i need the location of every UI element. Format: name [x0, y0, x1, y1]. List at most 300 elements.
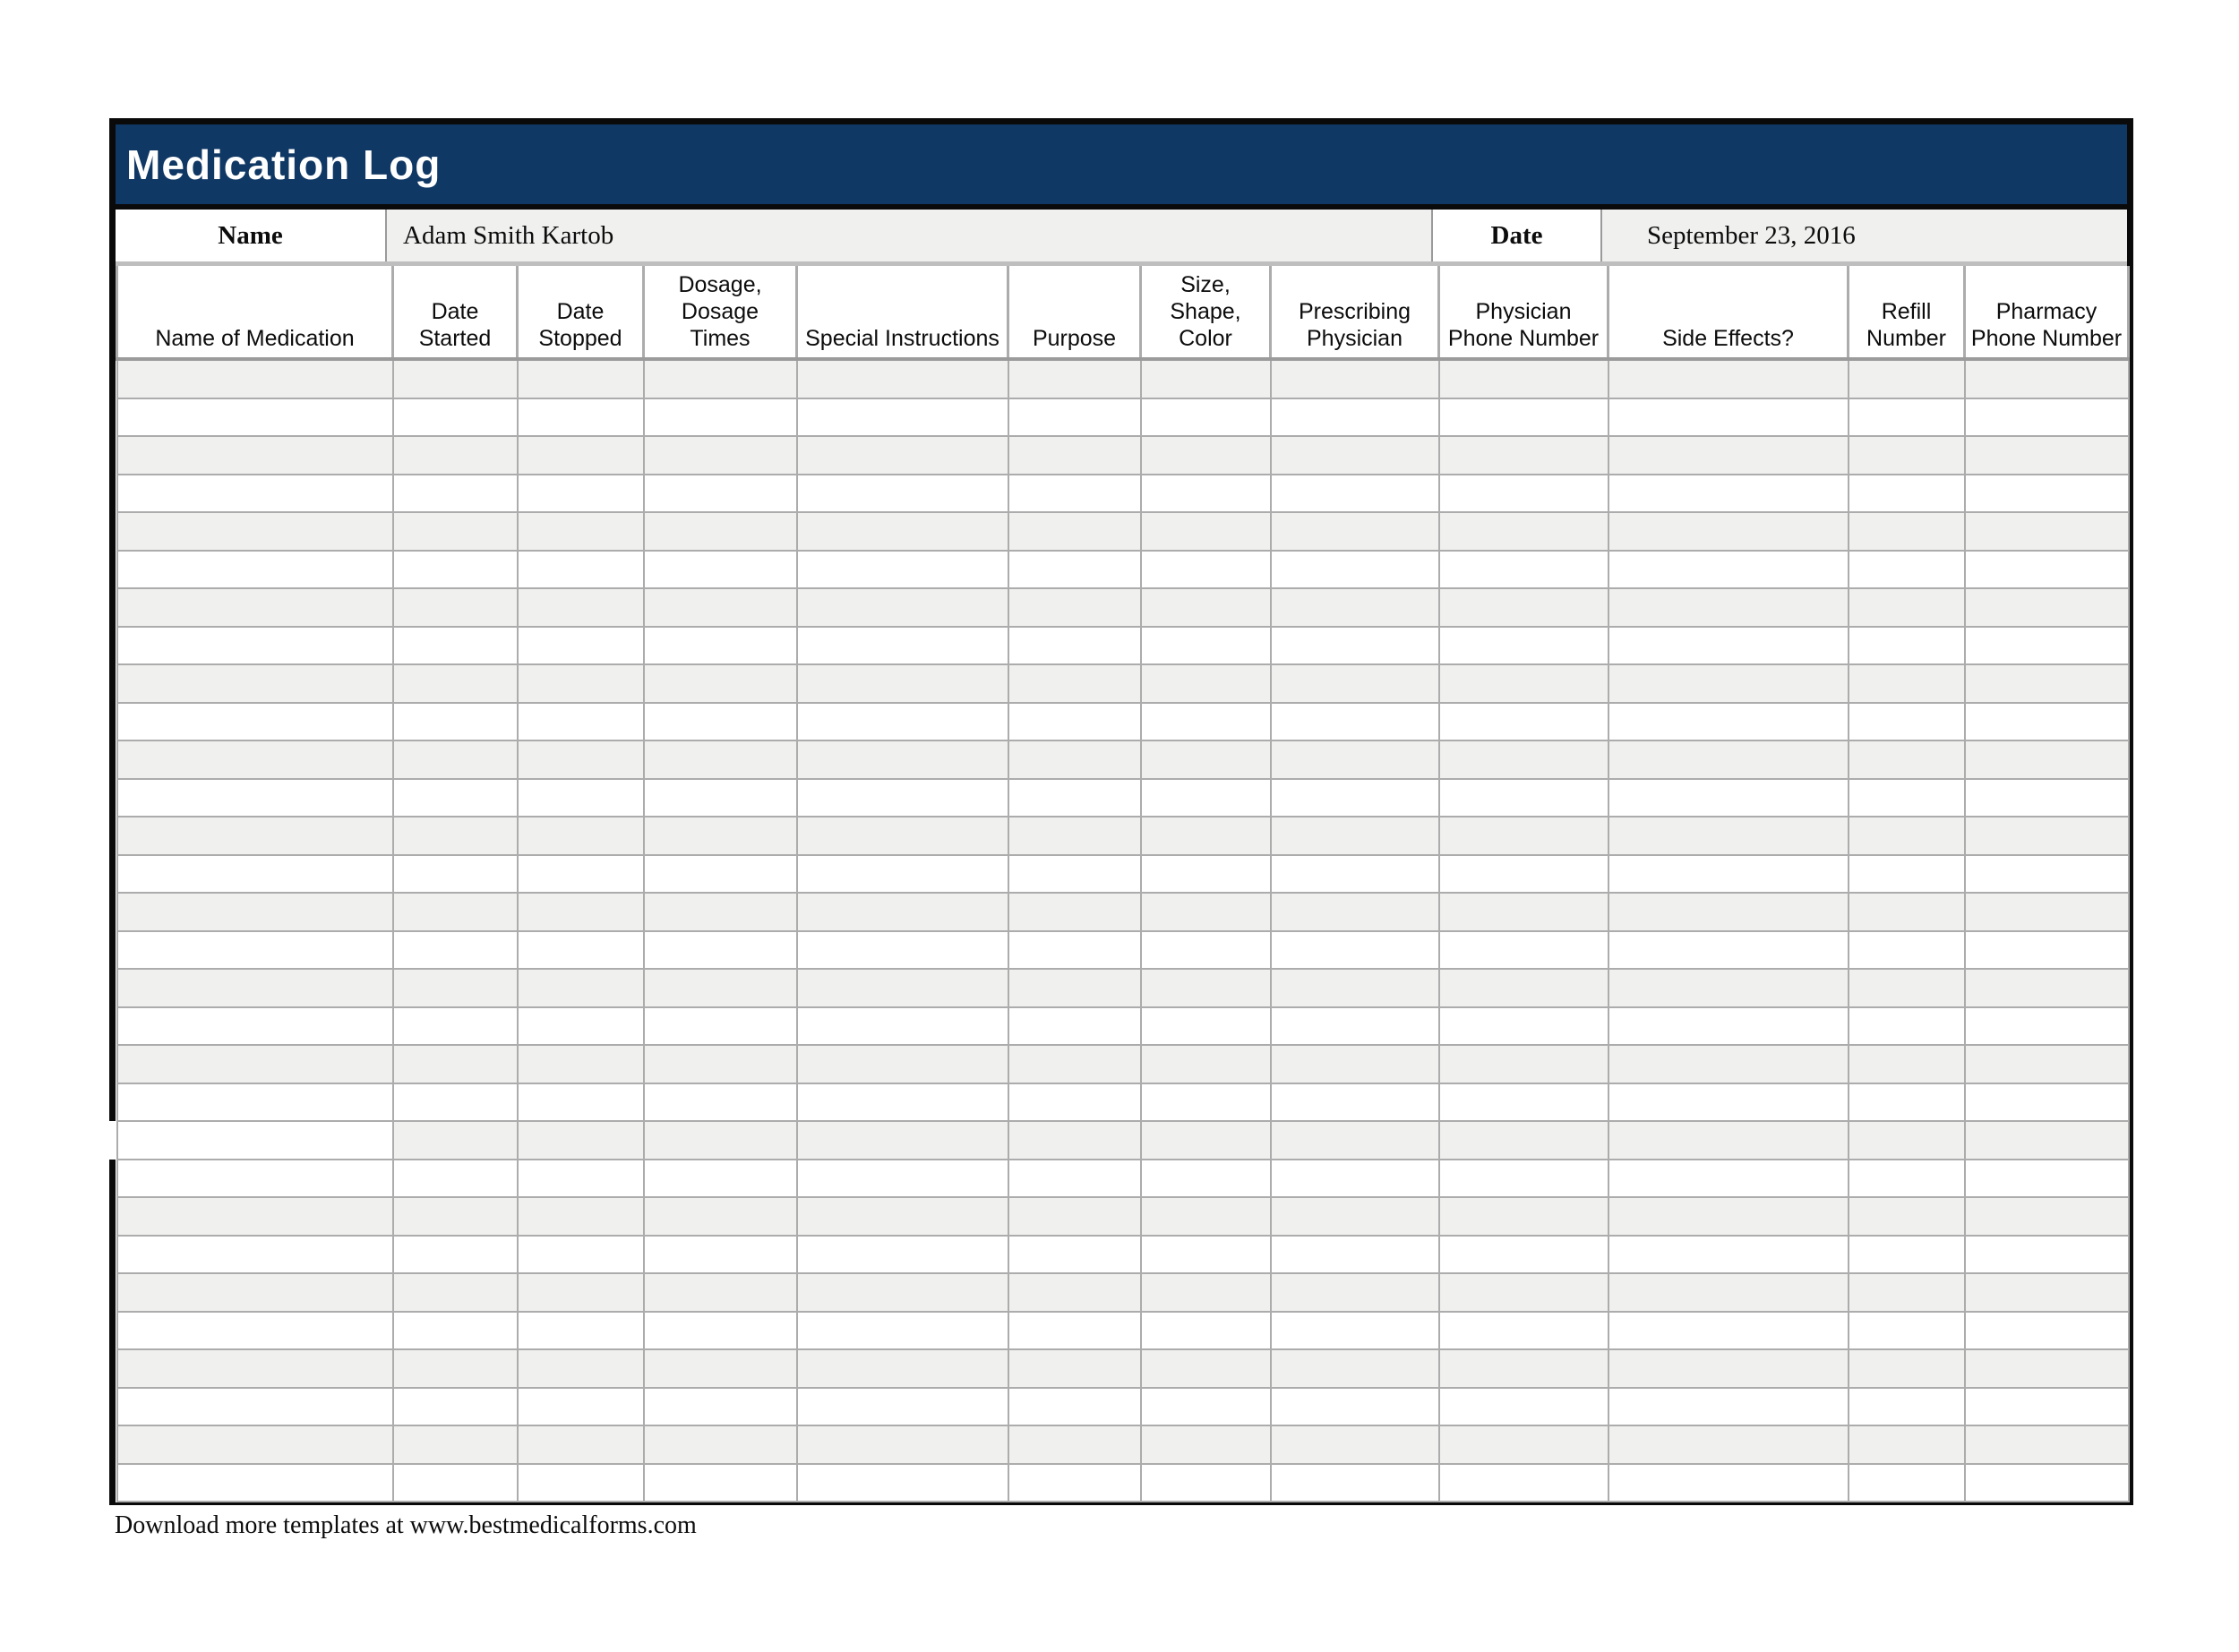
table-cell[interactable]	[393, 817, 518, 855]
table-cell[interactable]	[644, 931, 797, 970]
table-cell[interactable]	[644, 627, 797, 665]
table-cell[interactable]	[1439, 1121, 1608, 1160]
table-cell[interactable]	[518, 703, 644, 741]
table-cell[interactable]	[393, 779, 518, 817]
table-cell[interactable]	[518, 1464, 644, 1502]
table-cell[interactable]	[1008, 740, 1141, 779]
table-cell[interactable]	[1439, 1273, 1608, 1312]
table-cell[interactable]	[1141, 740, 1271, 779]
table-cell[interactable]	[1849, 1121, 1965, 1160]
table-cell[interactable]	[1008, 817, 1141, 855]
table-cell[interactable]	[117, 703, 393, 741]
table-cell[interactable]	[1271, 1388, 1439, 1426]
table-cell[interactable]	[1439, 512, 1608, 551]
table-cell[interactable]	[117, 1312, 393, 1350]
table-cell[interactable]	[797, 1236, 1008, 1274]
table-cell[interactable]	[1271, 855, 1439, 894]
table-cell[interactable]	[393, 512, 518, 551]
table-cell[interactable]	[1608, 969, 1849, 1007]
table-cell[interactable]	[644, 1007, 797, 1046]
table-cell[interactable]	[518, 398, 644, 437]
table-cell[interactable]	[1849, 1349, 1965, 1388]
table-cell[interactable]	[393, 1425, 518, 1464]
table-cell[interactable]	[518, 1197, 644, 1236]
table-cell[interactable]	[1849, 1312, 1965, 1350]
table-cell[interactable]	[1141, 817, 1271, 855]
table-cell[interactable]	[117, 512, 393, 551]
table-cell[interactable]	[797, 817, 1008, 855]
table-cell[interactable]	[1608, 1312, 1849, 1350]
table-cell[interactable]	[1008, 1425, 1141, 1464]
table-cell[interactable]	[644, 1121, 797, 1160]
table-cell[interactable]	[1965, 512, 2129, 551]
table-cell[interactable]	[644, 1045, 797, 1083]
table-cell[interactable]	[1439, 1464, 1608, 1502]
table-cell[interactable]	[1141, 779, 1271, 817]
table-cell[interactable]	[117, 817, 393, 855]
table-cell[interactable]	[797, 969, 1008, 1007]
table-cell[interactable]	[117, 1007, 393, 1046]
table-cell[interactable]	[1008, 359, 1141, 398]
table-cell[interactable]	[1608, 1464, 1849, 1502]
table-cell[interactable]	[797, 512, 1008, 551]
name-value-field[interactable]: Adam Smith Kartob	[387, 210, 1433, 261]
table-cell[interactable]	[1849, 1273, 1965, 1312]
table-cell[interactable]	[797, 551, 1008, 589]
table-cell[interactable]	[1008, 1464, 1141, 1502]
table-cell[interactable]	[797, 779, 1008, 817]
table-cell[interactable]	[1608, 1160, 1849, 1198]
table-cell[interactable]	[1141, 1083, 1271, 1122]
table-cell[interactable]	[1008, 779, 1141, 817]
table-cell[interactable]	[1849, 436, 1965, 475]
table-cell[interactable]	[1141, 551, 1271, 589]
table-cell[interactable]	[393, 588, 518, 627]
table-cell[interactable]	[797, 1045, 1008, 1083]
table-cell[interactable]	[1008, 1312, 1141, 1350]
table-cell[interactable]	[797, 1425, 1008, 1464]
table-cell[interactable]	[1608, 1197, 1849, 1236]
table-cell[interactable]	[644, 1273, 797, 1312]
table-cell[interactable]	[1439, 398, 1608, 437]
table-cell[interactable]	[1608, 359, 1849, 398]
table-cell[interactable]	[518, 1007, 644, 1046]
table-cell[interactable]	[1271, 512, 1439, 551]
table-cell[interactable]	[1439, 1388, 1608, 1426]
table-cell[interactable]	[1849, 703, 1965, 741]
table-cell[interactable]	[1849, 1007, 1965, 1046]
table-cell[interactable]	[797, 1388, 1008, 1426]
table-cell[interactable]	[1965, 436, 2129, 475]
table-cell[interactable]	[1608, 551, 1849, 589]
table-cell[interactable]	[1608, 475, 1849, 513]
table-cell[interactable]	[1849, 627, 1965, 665]
table-cell[interactable]	[1008, 1083, 1141, 1122]
table-cell[interactable]	[1608, 1007, 1849, 1046]
table-cell[interactable]	[1608, 740, 1849, 779]
table-cell[interactable]	[644, 1349, 797, 1388]
table-cell[interactable]	[1439, 664, 1608, 703]
table-cell[interactable]	[1439, 551, 1608, 589]
table-cell[interactable]	[1965, 1388, 2129, 1426]
table-cell[interactable]	[644, 551, 797, 589]
table-cell[interactable]	[1849, 855, 1965, 894]
table-cell[interactable]	[1965, 1312, 2129, 1350]
table-cell[interactable]	[1849, 893, 1965, 931]
table-cell[interactable]	[797, 1197, 1008, 1236]
table-cell[interactable]	[1965, 1121, 2129, 1160]
table-cell[interactable]	[1008, 893, 1141, 931]
table-cell[interactable]	[644, 359, 797, 398]
table-cell[interactable]	[518, 1425, 644, 1464]
table-cell[interactable]	[518, 855, 644, 894]
table-cell[interactable]	[117, 1045, 393, 1083]
table-cell[interactable]	[1965, 1349, 2129, 1388]
table-cell[interactable]	[518, 627, 644, 665]
table-cell[interactable]	[644, 475, 797, 513]
table-cell[interactable]	[518, 1388, 644, 1426]
table-cell[interactable]	[1141, 1007, 1271, 1046]
table-cell[interactable]	[1965, 931, 2129, 970]
table-cell[interactable]	[797, 1464, 1008, 1502]
table-cell[interactable]	[1965, 703, 2129, 741]
table-cell[interactable]	[1849, 740, 1965, 779]
table-cell[interactable]	[1849, 1083, 1965, 1122]
table-cell[interactable]	[1965, 1083, 2129, 1122]
table-cell[interactable]	[393, 1083, 518, 1122]
date-value-field[interactable]: September 23, 2016	[1602, 210, 2127, 261]
table-cell[interactable]	[644, 1197, 797, 1236]
table-cell[interactable]	[117, 969, 393, 1007]
table-cell[interactable]	[644, 664, 797, 703]
table-cell[interactable]	[1439, 1045, 1608, 1083]
table-cell[interactable]	[518, 436, 644, 475]
table-cell[interactable]	[1608, 588, 1849, 627]
table-cell[interactable]	[1608, 1349, 1849, 1388]
table-cell[interactable]	[1849, 551, 1965, 589]
table-cell[interactable]	[1608, 627, 1849, 665]
table-cell[interactable]	[1608, 893, 1849, 931]
table-cell[interactable]	[1141, 1236, 1271, 1274]
table-cell[interactable]	[1141, 1045, 1271, 1083]
table-cell[interactable]	[117, 1464, 393, 1502]
table-cell[interactable]	[518, 1045, 644, 1083]
table-cell[interactable]	[1008, 664, 1141, 703]
table-cell[interactable]	[518, 1273, 644, 1312]
table-cell[interactable]	[1008, 1045, 1141, 1083]
table-cell[interactable]	[393, 1312, 518, 1350]
table-cell[interactable]	[797, 1121, 1008, 1160]
table-cell[interactable]	[393, 1464, 518, 1502]
table-cell[interactable]	[644, 703, 797, 741]
table-cell[interactable]	[797, 1083, 1008, 1122]
table-cell[interactable]	[1608, 1121, 1849, 1160]
table-cell[interactable]	[1141, 1312, 1271, 1350]
table-cell[interactable]	[518, 1236, 644, 1274]
table-cell[interactable]	[1965, 779, 2129, 817]
table-cell[interactable]	[1271, 1273, 1439, 1312]
table-cell[interactable]	[393, 627, 518, 665]
table-cell[interactable]	[393, 475, 518, 513]
table-cell[interactable]	[1008, 1349, 1141, 1388]
table-cell[interactable]	[393, 703, 518, 741]
table-cell[interactable]	[1849, 475, 1965, 513]
table-cell[interactable]	[644, 740, 797, 779]
table-cell[interactable]	[393, 1007, 518, 1046]
table-cell[interactable]	[1849, 1045, 1965, 1083]
table-cell[interactable]	[1849, 817, 1965, 855]
table-cell[interactable]	[1141, 1388, 1271, 1426]
table-cell[interactable]	[393, 398, 518, 437]
table-cell[interactable]	[644, 1160, 797, 1198]
table-cell[interactable]	[1271, 1121, 1439, 1160]
table-cell[interactable]	[644, 1464, 797, 1502]
table-cell[interactable]	[797, 855, 1008, 894]
table-cell[interactable]	[117, 627, 393, 665]
table-cell[interactable]	[1271, 436, 1439, 475]
table-cell[interactable]	[1608, 1273, 1849, 1312]
table-cell[interactable]	[1849, 969, 1965, 1007]
table-cell[interactable]	[1008, 512, 1141, 551]
table-cell[interactable]	[1849, 1160, 1965, 1198]
table-cell[interactable]	[393, 969, 518, 1007]
table-cell[interactable]	[1271, 740, 1439, 779]
table-cell[interactable]	[1965, 817, 2129, 855]
table-cell[interactable]	[1141, 1121, 1271, 1160]
table-cell[interactable]	[518, 664, 644, 703]
table-cell[interactable]	[1271, 703, 1439, 741]
table-cell[interactable]	[518, 779, 644, 817]
table-cell[interactable]	[797, 359, 1008, 398]
table-cell[interactable]	[1141, 1464, 1271, 1502]
table-cell[interactable]	[1271, 359, 1439, 398]
table-cell[interactable]	[117, 1236, 393, 1274]
table-cell[interactable]	[1008, 588, 1141, 627]
table-cell[interactable]	[644, 1425, 797, 1464]
table-cell[interactable]	[1008, 1197, 1141, 1236]
table-cell[interactable]	[1439, 1349, 1608, 1388]
table-cell[interactable]	[1141, 588, 1271, 627]
table-cell[interactable]	[117, 664, 393, 703]
table-cell[interactable]	[1439, 969, 1608, 1007]
table-cell[interactable]	[1439, 1236, 1608, 1274]
table-cell[interactable]	[1849, 931, 1965, 970]
table-cell[interactable]	[1965, 1464, 2129, 1502]
table-cell[interactable]	[1008, 931, 1141, 970]
table-cell[interactable]	[1608, 1045, 1849, 1083]
table-cell[interactable]	[1271, 398, 1439, 437]
table-cell[interactable]	[797, 398, 1008, 437]
table-cell[interactable]	[1608, 664, 1849, 703]
table-cell[interactable]	[1965, 1160, 2129, 1198]
table-cell[interactable]	[644, 398, 797, 437]
table-cell[interactable]	[1849, 1197, 1965, 1236]
table-cell[interactable]	[1849, 664, 1965, 703]
table-cell[interactable]	[644, 588, 797, 627]
table-cell[interactable]	[1008, 1273, 1141, 1312]
table-cell[interactable]	[117, 1388, 393, 1426]
table-cell[interactable]	[644, 969, 797, 1007]
table-cell[interactable]	[1608, 931, 1849, 970]
table-cell[interactable]	[117, 855, 393, 894]
table-cell[interactable]	[1141, 627, 1271, 665]
table-cell[interactable]	[1965, 855, 2129, 894]
table-cell[interactable]	[1608, 703, 1849, 741]
table-cell[interactable]	[1141, 1273, 1271, 1312]
table-cell[interactable]	[518, 359, 644, 398]
table-cell[interactable]	[117, 436, 393, 475]
table-cell[interactable]	[1271, 1464, 1439, 1502]
table-cell[interactable]	[1141, 475, 1271, 513]
table-cell[interactable]	[1965, 359, 2129, 398]
table-cell[interactable]	[1271, 627, 1439, 665]
table-cell[interactable]	[1008, 703, 1141, 741]
table-cell[interactable]	[117, 398, 393, 437]
table-cell[interactable]	[1008, 1160, 1141, 1198]
table-cell[interactable]	[117, 931, 393, 970]
table-cell[interactable]	[1608, 855, 1849, 894]
table-cell[interactable]	[1965, 969, 2129, 1007]
table-cell[interactable]	[117, 551, 393, 589]
table-cell[interactable]	[518, 969, 644, 1007]
table-cell[interactable]	[1271, 1312, 1439, 1350]
table-cell[interactable]	[1608, 1083, 1849, 1122]
table-cell[interactable]	[1439, 931, 1608, 970]
table-cell[interactable]	[117, 1083, 393, 1122]
table-cell[interactable]	[1965, 1045, 2129, 1083]
table-cell[interactable]	[1439, 436, 1608, 475]
table-cell[interactable]	[518, 931, 644, 970]
table-cell[interactable]	[1439, 855, 1608, 894]
table-cell[interactable]	[518, 1160, 644, 1198]
table-cell[interactable]	[117, 1425, 393, 1464]
table-cell[interactable]	[117, 359, 393, 398]
table-cell[interactable]	[1439, 475, 1608, 513]
table-cell[interactable]	[797, 436, 1008, 475]
table-cell[interactable]	[1439, 1312, 1608, 1350]
table-cell[interactable]	[1439, 1007, 1608, 1046]
table-cell[interactable]	[1965, 588, 2129, 627]
table-cell[interactable]	[797, 627, 1008, 665]
table-cell[interactable]	[117, 779, 393, 817]
table-cell[interactable]	[1439, 893, 1608, 931]
table-cell[interactable]	[518, 475, 644, 513]
table-cell[interactable]	[1965, 475, 2129, 513]
table-cell[interactable]	[1439, 627, 1608, 665]
table-cell[interactable]	[1849, 1464, 1965, 1502]
table-cell[interactable]	[393, 436, 518, 475]
table-cell[interactable]	[797, 1160, 1008, 1198]
table-cell[interactable]	[1849, 512, 1965, 551]
table-cell[interactable]	[1271, 969, 1439, 1007]
table-cell[interactable]	[1141, 969, 1271, 1007]
table-cell[interactable]	[644, 1388, 797, 1426]
table-cell[interactable]	[1608, 1236, 1849, 1274]
table-cell[interactable]	[1849, 398, 1965, 437]
table-cell[interactable]	[1965, 1007, 2129, 1046]
table-cell[interactable]	[1965, 1273, 2129, 1312]
table-cell[interactable]	[797, 1312, 1008, 1350]
table-cell[interactable]	[1965, 1197, 2129, 1236]
table-cell[interactable]	[1271, 1349, 1439, 1388]
table-cell[interactable]	[1271, 779, 1439, 817]
table-cell[interactable]	[1439, 1197, 1608, 1236]
table-cell[interactable]	[518, 512, 644, 551]
table-cell[interactable]	[1141, 436, 1271, 475]
table-cell[interactable]	[393, 1197, 518, 1236]
table-cell[interactable]	[1008, 855, 1141, 894]
table-cell[interactable]	[518, 1083, 644, 1122]
table-cell[interactable]	[1008, 1388, 1141, 1426]
table-cell[interactable]	[797, 1273, 1008, 1312]
table-cell[interactable]	[518, 1121, 644, 1160]
table-cell[interactable]	[117, 740, 393, 779]
table-cell[interactable]	[797, 588, 1008, 627]
table-cell[interactable]	[393, 1236, 518, 1274]
table-cell[interactable]	[1271, 1045, 1439, 1083]
table-cell[interactable]	[1271, 1160, 1439, 1198]
table-cell[interactable]	[1141, 664, 1271, 703]
table-cell[interactable]	[1608, 398, 1849, 437]
table-cell[interactable]	[1271, 817, 1439, 855]
table-cell[interactable]	[1608, 436, 1849, 475]
table-cell[interactable]	[644, 512, 797, 551]
table-cell[interactable]	[644, 1083, 797, 1122]
table-cell[interactable]	[1271, 1236, 1439, 1274]
table-cell[interactable]	[1008, 1007, 1141, 1046]
table-cell[interactable]	[1965, 893, 2129, 931]
table-cell[interactable]	[393, 1045, 518, 1083]
table-cell[interactable]	[1608, 1425, 1849, 1464]
table-cell[interactable]	[518, 893, 644, 931]
table-cell[interactable]	[393, 1273, 518, 1312]
table-cell[interactable]	[1965, 1425, 2129, 1464]
table-cell[interactable]	[644, 779, 797, 817]
table-cell[interactable]	[1439, 1083, 1608, 1122]
table-cell[interactable]	[1439, 740, 1608, 779]
table-cell[interactable]	[1141, 398, 1271, 437]
table-cell[interactable]	[644, 436, 797, 475]
table-cell[interactable]	[1141, 512, 1271, 551]
table-cell[interactable]	[518, 1349, 644, 1388]
table-cell[interactable]	[1141, 1425, 1271, 1464]
table-cell[interactable]	[117, 1160, 393, 1198]
table-cell[interactable]	[1008, 436, 1141, 475]
table-cell[interactable]	[518, 588, 644, 627]
table-cell[interactable]	[644, 1236, 797, 1274]
table-cell[interactable]	[797, 893, 1008, 931]
table-cell[interactable]	[1008, 1236, 1141, 1274]
table-cell[interactable]	[1439, 1160, 1608, 1198]
table-cell[interactable]	[1271, 1007, 1439, 1046]
table-cell[interactable]	[1608, 1388, 1849, 1426]
table-cell[interactable]	[1439, 1425, 1608, 1464]
table-cell[interactable]	[117, 1197, 393, 1236]
table-cell[interactable]	[393, 1160, 518, 1198]
table-cell[interactable]	[1849, 588, 1965, 627]
table-cell[interactable]	[1271, 893, 1439, 931]
table-cell[interactable]	[117, 475, 393, 513]
table-cell[interactable]	[797, 475, 1008, 513]
table-cell[interactable]	[117, 1349, 393, 1388]
table-cell[interactable]	[644, 817, 797, 855]
table-cell[interactable]	[1271, 588, 1439, 627]
table-cell[interactable]	[1271, 551, 1439, 589]
table-cell[interactable]	[117, 893, 393, 931]
table-cell[interactable]	[393, 893, 518, 931]
table-cell[interactable]	[1965, 1236, 2129, 1274]
table-cell[interactable]	[797, 703, 1008, 741]
